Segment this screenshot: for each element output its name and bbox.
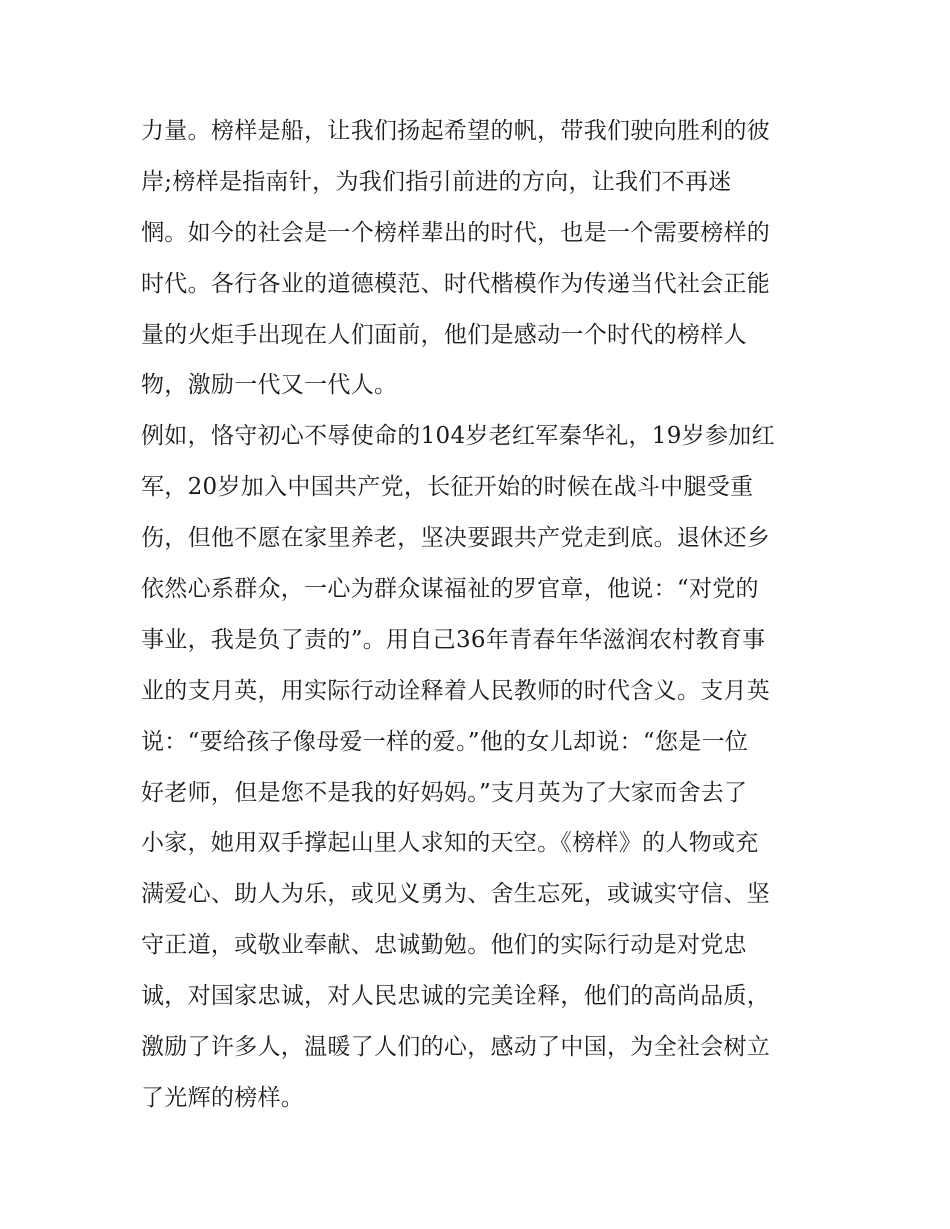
text-line: 守正道，或敬业奉献、忠诚勤勉。他们的实际行动是对党忠 — [141, 932, 747, 959]
text-line: 岸;榜样是指南针，为我们指引前进的方向，让我们不再迷 — [141, 168, 732, 195]
text-line: 伤，但他不愿在家里养老，坚决要跟共产党走到底。退休还乡 — [141, 525, 771, 552]
text-line: 满爱心、助人为乐，或见义勇为、舍生忘死，或诚实守信、坚 — [141, 881, 771, 908]
text-line: 业的支月英，用实际行动诠释着人民教师的时代含义。支月英 — [141, 677, 771, 704]
text-line: 说：“要给孩子像母爱一样的爱。”他的女儿却说：“您是一位 — [141, 728, 749, 755]
text-line: 例如，恪守初心不辱使命的104岁老红军秦华礼，19岁参加红 — [141, 423, 775, 450]
text-line: 时代。各行各业的道德模范、时代楷模作为传递当代社会正能 — [141, 270, 771, 297]
text-line: 物，激励一代又一代人。 — [141, 372, 398, 399]
text-line: 量的火炬手出现在人们面前，他们是感动一个时代的榜样人 — [141, 321, 747, 348]
text-line: 激励了许多人，温暖了人们的心，感动了中国，为全社会树立 — [141, 1034, 771, 1061]
text-line: 了光辉的榜样。 — [141, 1084, 305, 1111]
text-line: 事业，我是负了责的”。用自己36年青春年华滋润农村教育事 — [141, 626, 766, 653]
text-line: 依然心系群众，一心为群众谋福祉的罗官章，他说：“对党的 — [141, 576, 759, 603]
text-line: 惘。如今的社会是一个榜样辈出的时代，也是一个需要榜样的 — [141, 219, 771, 246]
text-line: 力量。榜样是船，让我们扬起希望的帆，带我们驶向胜利的彼 — [141, 118, 771, 144]
text-line: 军，20岁加入中国共产党，长征开始的时候在战斗中腿受重 — [141, 474, 754, 501]
document-body — [141, 106, 821, 1124]
text-line: 小家，她用双手撑起山里人求知的天空。《榜样》的人物或充 — [141, 830, 759, 857]
text-line: 好老师，但是您不是我的好妈妈。”支月英为了大家而舍去了 — [141, 779, 748, 806]
text-line: 诚，对国家忠诚，对人民忠诚的完美诠释，他们的高尚品质， — [141, 983, 771, 1010]
